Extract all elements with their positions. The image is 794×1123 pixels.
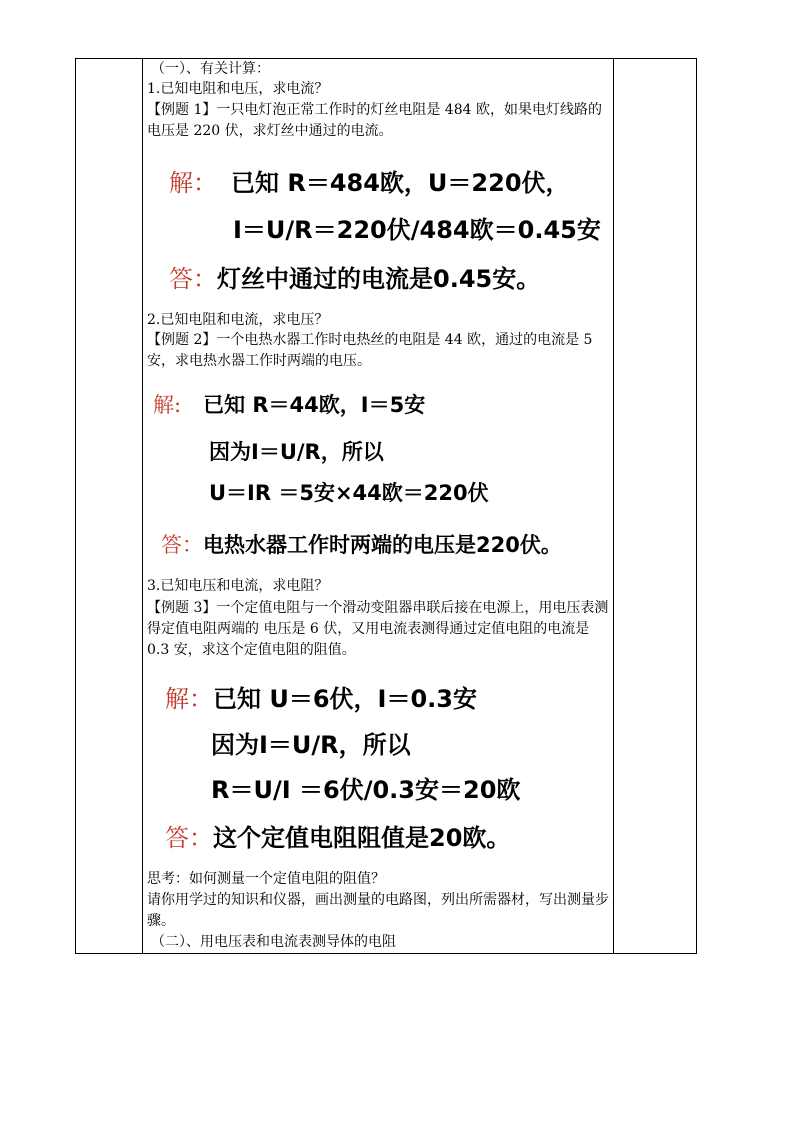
q1-sol-label: 解： xyxy=(169,169,217,197)
q2-line1: 已知 R＝44欧，I＝5安 xyxy=(203,393,426,417)
q2-answer-line xyxy=(161,530,562,560)
q1-answer-line xyxy=(169,264,540,294)
q1-solution-line1 xyxy=(169,168,570,198)
q1-ans-label: 答： xyxy=(169,265,217,293)
q2-solution-line1 xyxy=(153,390,425,420)
q3-sol-label: 解： xyxy=(165,685,213,713)
q2-solution-line3 xyxy=(209,478,489,508)
q3-example: 【例题 3】一个定值电阻与一个滑动变阻器串联后接在电源上，用电压表测得定值电阻两端的 电压是 6 伏，又用电流表测得通过定值电阻的电流是 0.3 安，求这个定值电阻的阻值。 xyxy=(147,600,609,658)
q2-solution-line2 xyxy=(209,437,384,467)
q1-line1: 已知 R＝484欧，U＝220伏， xyxy=(231,169,570,197)
q2-sol-label: 解: xyxy=(153,393,182,417)
q2-line2: 因为I＝U/R，所以 xyxy=(209,440,384,464)
q3-solution-line3 xyxy=(211,775,520,805)
q3-solution-line1 xyxy=(165,684,477,714)
q1-line2: I＝U/R＝220伏/484欧＝0.45安 xyxy=(233,216,601,244)
section1-title: （一）、有关计算： xyxy=(151,61,270,77)
q2-ans-label: 答： xyxy=(161,533,203,557)
section2-title: （二）、用电压表和电流表测导体的电阻 xyxy=(151,934,396,950)
q2-answer: 电热水器工作时两端的电压是220伏。 xyxy=(203,533,562,557)
q3-ans-label: 答： xyxy=(165,824,213,852)
right-column xyxy=(613,59,696,953)
left-column xyxy=(76,59,143,953)
q2-title: 2.已知电阻和电流，求电压？ xyxy=(147,312,329,328)
q2-line3: U＝IR ＝5安×44欧＝220伏 xyxy=(209,481,489,505)
q3-answer: 这个定值电阻阻值是20欧。 xyxy=(213,824,511,852)
q1-title: 1.已知电阻和电压，求电流？ xyxy=(147,81,329,97)
q3-solution-line2 xyxy=(211,730,411,760)
q3-line3: R＝U/I ＝6伏/0.3安＝20欧 xyxy=(211,776,521,804)
q3-line2: 因为I＝U/R，所以 xyxy=(211,731,411,759)
q1-solution-line2 xyxy=(233,215,601,245)
q3-answer-line xyxy=(165,823,510,853)
q2-example: 【例题 2】一个电热水器工作时电热丝的电阻是 44 欧，通过的电流是 5 安，求电热水器工作时两端的电压。 xyxy=(147,332,593,369)
q1-answer: 灯丝中通过的电流是0.45安。 xyxy=(217,265,541,293)
q1-example: 【例题 1】一只电灯泡正常工作时的灯丝电阻是 484 欧，如果电灯线路的电压是 220 伏，求灯丝中通过的电流。 xyxy=(147,102,602,139)
think-title: 思考：如何测量一个定值电阻的阻值？ xyxy=(147,871,385,887)
q3-title: 3.已知电压和电流，求电阻？ xyxy=(147,578,329,594)
think-body: 请你用学过的知识和仪器，画出测量的电路图，列出所需器材，写出测量步骤。 xyxy=(147,892,609,929)
q3-line1: 已知 U＝6伏，I＝0.3安 xyxy=(213,685,477,713)
